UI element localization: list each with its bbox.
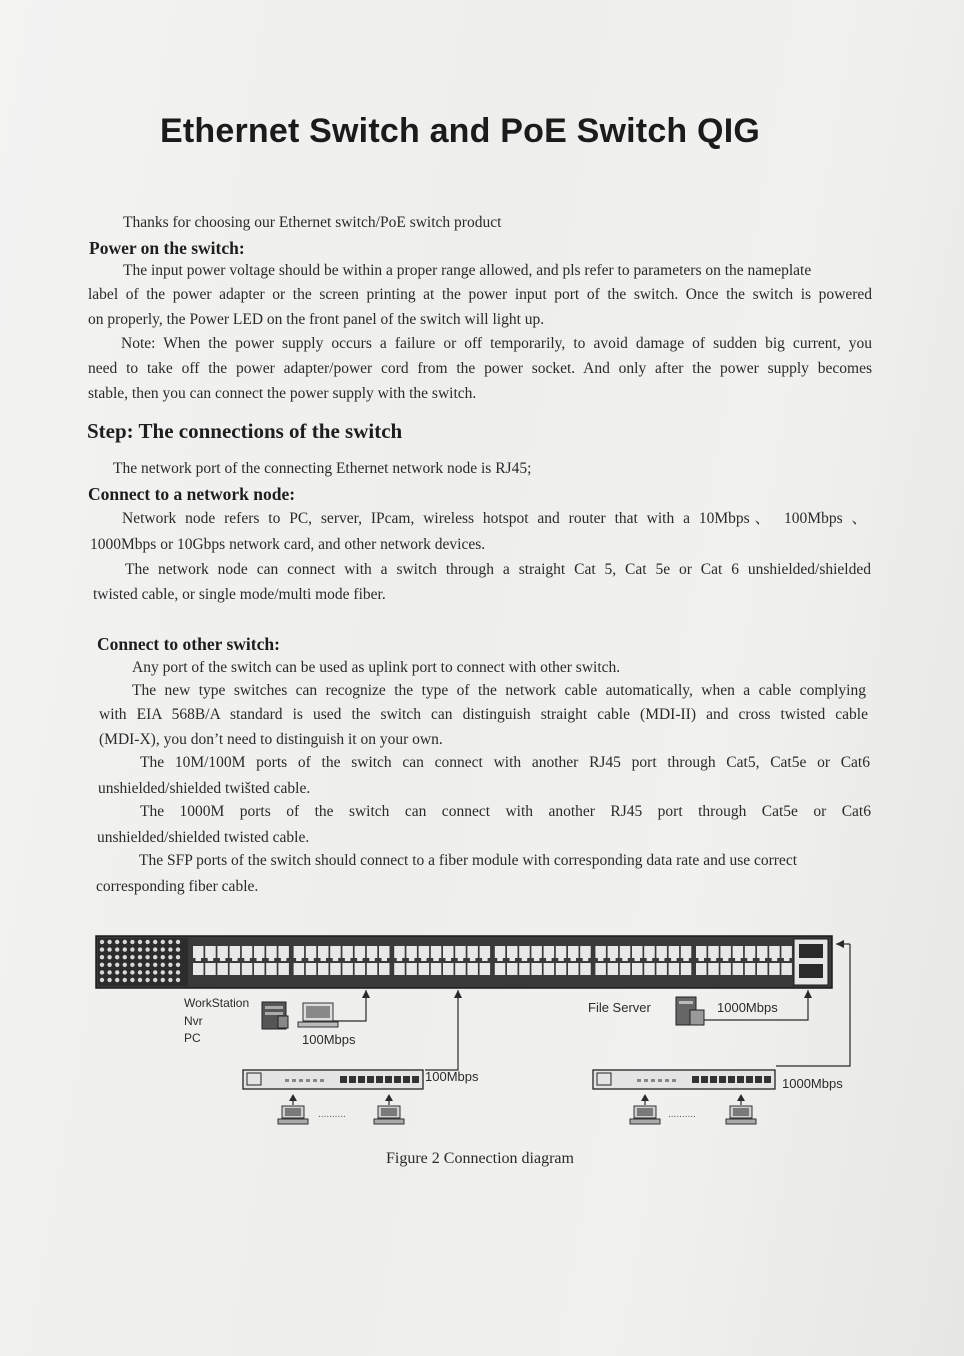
other-p2-line2: with EIA 568B/A standard is used the switch can distinguish straight cable (MDI-II) and cross twisted cable	[99, 706, 868, 723]
power-p2-line3: stable, then you can connect the power supply with the switch.	[88, 385, 477, 402]
other-p5-line2: corresponding fiber cable.	[96, 878, 259, 895]
figure-caption: Figure 2 Connection diagram	[386, 1150, 574, 1167]
line-main-to-nvr	[330, 990, 366, 1021]
node-p1-line2: 1000Mbps or 10Gbps network card, and other network devices.	[90, 536, 486, 553]
step-heading: Step: The connections of the switch	[87, 419, 403, 443]
label-speed-right-switch: 1000Mbps	[782, 1076, 843, 1091]
nvr-desktop-icon	[298, 1003, 338, 1027]
svg-text:..........: ..........	[318, 1109, 346, 1120]
power-heading: Power on the switch:	[89, 238, 245, 258]
label-nvr: Nvr	[184, 1014, 203, 1028]
node-p1-line1: Network node refers to PC, server, IPcam, wireless hotspot and router that with a 10Mbps、 100Mbps 、	[122, 510, 867, 527]
label-workstation: WorkStation	[184, 996, 250, 1010]
main-switch	[96, 936, 832, 988]
other-p3-line2: unshielded/shielded twišted cable.	[98, 780, 311, 797]
step-line: The network port of the connecting Ethernet network node is RJ45;	[113, 460, 532, 477]
power-p1-line1: The input power voltage should be within a proper range allowed, and pls refer to parameters on the nameplate	[123, 262, 812, 279]
other-p2-line1: The new type switches can recognize the type of the network cable automatically, when a cable complying	[132, 682, 866, 699]
power-p1-line2: label of the power adapter or the screen printing at the power input port of the switch. Once the switch is powered	[88, 286, 872, 303]
intro-text: Thanks for choosing our Ethernet switch/PoE switch product	[123, 214, 502, 231]
label-file-server: File Server	[588, 1000, 651, 1015]
other-p5-line1: The SFP ports of the switch should connect to a fiber module with corresponding data rate and use correct	[139, 852, 798, 869]
line-main-to-left-switch	[425, 990, 458, 1070]
file-server-icon	[676, 997, 704, 1025]
power-p2-line2: need to take off the power adapter/power cord from the power socket. And only after the power supply becomes	[88, 360, 872, 377]
svg-text:..........: ..........	[668, 1109, 696, 1120]
other-heading: Connect to other switch:	[97, 634, 280, 654]
label-speed-right-top: 1000Mbps	[717, 1000, 778, 1015]
node-p2-line1: The network node can connect with a switch through a straight Cat 5, Cat 5e or Cat 6 unshielded/shielded	[125, 561, 871, 578]
document-title: Ethernet Switch and PoE Switch QIG	[160, 112, 760, 150]
node-heading: Connect to a network node:	[88, 484, 296, 504]
other-p4-line2: unshielded/shielded twisted cable.	[97, 829, 310, 846]
label-speed-left-switch: 100Mbps	[425, 1069, 479, 1084]
label-pc: PC	[184, 1031, 201, 1045]
other-p1: Any port of the switch can be used as uplink port to connect with other switch.	[132, 659, 621, 676]
power-p2-line1: Note: When the power supply occurs a failure or off temporarily, to avoid damage of sudden big current, you	[121, 335, 872, 352]
other-p3-line1: The 10M/100M ports of the switch can connect with another RJ45 port through Cat5, Cat5e or Cat6	[140, 754, 870, 771]
other-p2-line3: (MDI-X), you don’t need to distinguish it on your own.	[99, 731, 443, 748]
node-p2-line2: twisted cable, or single mode/multi mode fiber.	[93, 586, 386, 603]
workstation-server-icon	[262, 1002, 288, 1029]
power-p1-line3: on properly, the Power LED on the front panel of the switch will light up.	[88, 311, 545, 328]
other-p4-line1: The 1000M ports of the switch can connect with another RJ45 port through Cat5e or Cat6	[140, 803, 871, 820]
left-access-switch	[243, 1070, 423, 1089]
right-access-switch	[593, 1070, 775, 1089]
label-speed-left-bottom: 100Mbps	[302, 1032, 356, 1047]
